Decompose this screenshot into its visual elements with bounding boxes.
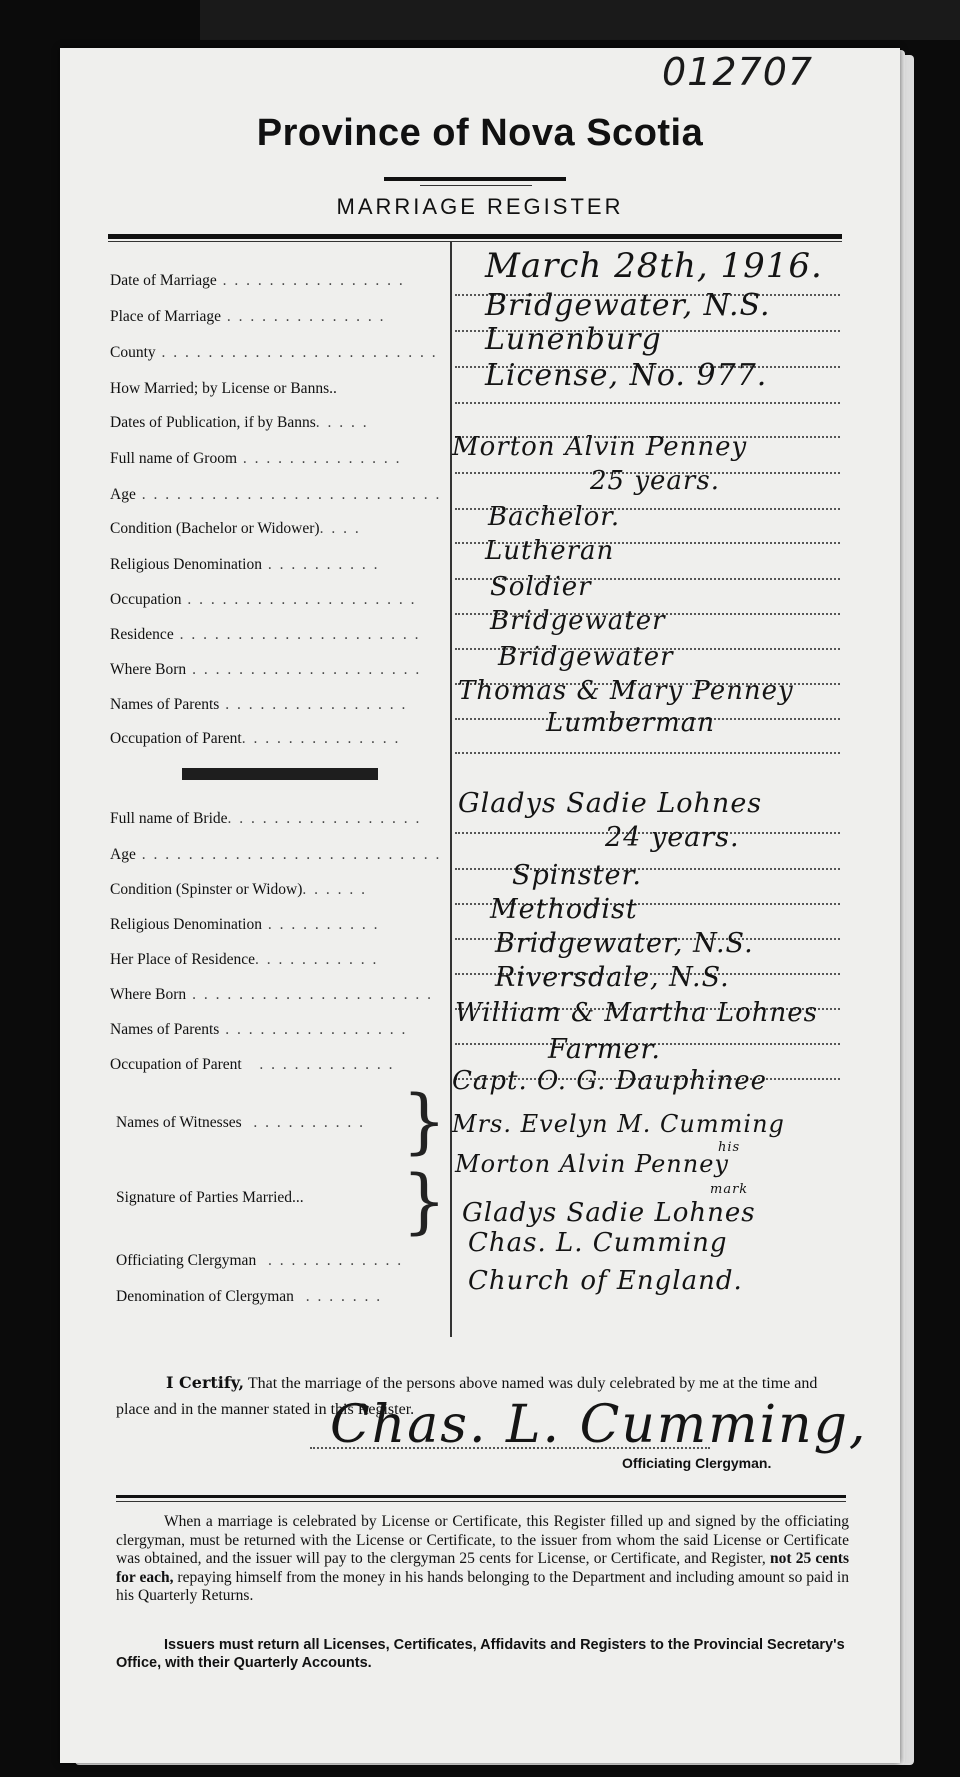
mark-annotation-his: his bbox=[718, 1140, 741, 1155]
field-label: Religious Denomination . . . . . . . . . . bbox=[110, 916, 380, 933]
clergyman-signature: Chas. L. Cumming, bbox=[330, 1395, 868, 1455]
field-value: Gladys Sadie Lohnes bbox=[462, 1198, 756, 1228]
field-label: Where Born . . . . . . . . . . . . . . . . . . . . . bbox=[110, 986, 433, 1003]
field-value: Gladys Sadie Lohnes bbox=[458, 788, 763, 819]
register-subtitle: MARRIAGE REGISTER bbox=[336, 194, 624, 219]
field-label: Signature of Parties Married... bbox=[116, 1189, 304, 1206]
field-value: 25 years. bbox=[590, 466, 720, 496]
signature-brace: } bbox=[402, 1160, 447, 1242]
field-value: Lunenburg bbox=[485, 322, 662, 357]
field-value: Bridgewater bbox=[498, 642, 674, 672]
field-label: Place of Marriage . . . . . . . . . . . . . . bbox=[110, 308, 386, 325]
field-label: Full name of Groom . . . . . . . . . . . . . . bbox=[110, 450, 402, 467]
header-rule bbox=[108, 234, 842, 239]
field-value: Bachelor. bbox=[488, 502, 621, 532]
field-label: Full name of Bride. . . . . . . . . . . . . . . . . bbox=[110, 810, 422, 827]
field-label: Condition (Spinster or Widow). . . . . . bbox=[110, 881, 368, 898]
field-label: Occupation of Parent. . . . . . . . . . . . . . bbox=[110, 730, 401, 747]
field-value: Capt. O. G. Dauphinee bbox=[452, 1066, 768, 1096]
witness-brace: } bbox=[402, 1080, 447, 1162]
field-value: March 28th, 1916. bbox=[485, 246, 823, 286]
field-label: Residence . . . . . . . . . . . . . . . . . . . . . bbox=[110, 626, 421, 643]
register-sheet bbox=[60, 48, 900, 1763]
field-value: Lutheran bbox=[485, 536, 615, 566]
field-value: William & Martha Lohnes bbox=[455, 998, 819, 1028]
page-title: Province of Nova Scotia bbox=[256, 112, 704, 154]
scan-top-band bbox=[200, 0, 960, 40]
title-rule bbox=[384, 177, 566, 181]
notice-part-1: When a marriage is celebrated by License or Certificate, this Register filled up and signed by the officiating clergyman, must be returned with the License or Certificate, to the issuer from whom the said License or Certificate was obtained, and the issuer will pay to the clergyman 25 cents for License, or Certificate, and Register, bbox=[116, 1513, 849, 1567]
field-label: Condition (Bachelor or Widower). . . . bbox=[110, 520, 361, 537]
value-line bbox=[455, 402, 840, 404]
document-number: 012707 bbox=[662, 50, 814, 94]
field-label: How Married; by License or Banns.. bbox=[110, 380, 337, 397]
title-rule-thin bbox=[420, 185, 532, 186]
field-label: Names of Parents . . . . . . . . . . . . . . . . bbox=[110, 1021, 408, 1038]
field-value: Thomas & Mary Penney bbox=[458, 676, 794, 706]
field-value: Morton Alvin Penney bbox=[455, 1150, 729, 1178]
field-value: Bridgewater, N.S. bbox=[495, 928, 754, 959]
certify-body: That the marriage of the persons above named was duly celebrated by me at the time and place and in the manner stated in this Register. bbox=[116, 1375, 818, 1418]
field-label: Religious Denomination . . . . . . . . . . bbox=[110, 556, 380, 573]
bride-section-divider bbox=[182, 768, 378, 780]
field-label: Occupation . . . . . . . . . . . . . . . . . . . . bbox=[110, 591, 417, 608]
field-value: Morton Alvin Penney bbox=[452, 432, 748, 462]
notice-rule bbox=[116, 1495, 846, 1498]
certify-lead: I Certify, bbox=[166, 1373, 245, 1392]
field-label: Names of Parents . . . . . . . . . . . . . . . . bbox=[110, 696, 408, 713]
field-label: Dates of Publication, if by Banns. . . . . bbox=[110, 414, 369, 431]
notice-bold: not 25 cents for each, bbox=[116, 1550, 850, 1586]
field-value: Farmer. bbox=[548, 1034, 662, 1065]
field-value: Bridgewater, N.S. bbox=[485, 288, 771, 323]
field-value: Riversdale, N.S. bbox=[495, 962, 730, 993]
column-divider bbox=[450, 242, 452, 1337]
field-value: Methodist bbox=[490, 894, 638, 925]
field-label: Where Born . . . . . . . . . . . . . . . . . . . . bbox=[110, 661, 422, 678]
field-label: Names of Witnesses . . . . . . . . . . bbox=[116, 1114, 366, 1131]
issuers-note-text: Issuers must return all Licenses, Certificates, Affidavits and Registers to the Provincial Secretary's Office, with their Quarterly Accounts. bbox=[116, 1637, 845, 1671]
instructions-notice bbox=[116, 1513, 849, 1606]
field-value: 24 years. bbox=[605, 822, 740, 853]
field-value: Chas. L. Cumming bbox=[468, 1228, 728, 1258]
field-label: County . . . . . . . . . . . . . . . . . . . . . . . . bbox=[110, 344, 438, 361]
header-rule-thin bbox=[108, 241, 842, 242]
field-label: Occupation of Parent . . . . . . . . . . . . bbox=[110, 1056, 395, 1073]
field-value: Bridgewater bbox=[490, 606, 666, 636]
mark-annotation-mark: mark bbox=[710, 1182, 749, 1197]
value-line bbox=[455, 752, 840, 754]
signature-label: Officiating Clergyman. bbox=[622, 1455, 772, 1471]
notice-rule-thin bbox=[116, 1501, 846, 1502]
issuers-note bbox=[116, 1636, 849, 1672]
field-value: License, No. 977. bbox=[485, 358, 768, 393]
field-value: Soldier bbox=[490, 572, 592, 602]
field-value: Church of England. bbox=[468, 1266, 743, 1296]
field-value: Mrs. Evelyn M. Cumming bbox=[452, 1110, 785, 1138]
field-value: Spinster. bbox=[512, 860, 643, 891]
field-label: Denomination of Clergyman . . . . . . . bbox=[116, 1288, 383, 1305]
signature-line bbox=[310, 1447, 710, 1449]
field-label: Her Place of Residence. . . . . . . . . . . bbox=[110, 951, 379, 968]
field-label: Age . . . . . . . . . . . . . . . . . . . . . . . . . . bbox=[110, 846, 442, 863]
field-label: Date of Marriage . . . . . . . . . . . . . . . . bbox=[110, 272, 405, 289]
field-label: Age . . . . . . . . . . . . . . . . . . . . . . . . . . bbox=[110, 486, 442, 503]
field-value: Lumberman bbox=[546, 708, 716, 738]
field-label: Officiating Clergyman . . . . . . . . . . . . bbox=[116, 1252, 404, 1269]
notice-part-2: repaying himself from the money in his hands belonging to the Department and including amount so paid in his Quarterly Returns. bbox=[116, 1568, 849, 1604]
